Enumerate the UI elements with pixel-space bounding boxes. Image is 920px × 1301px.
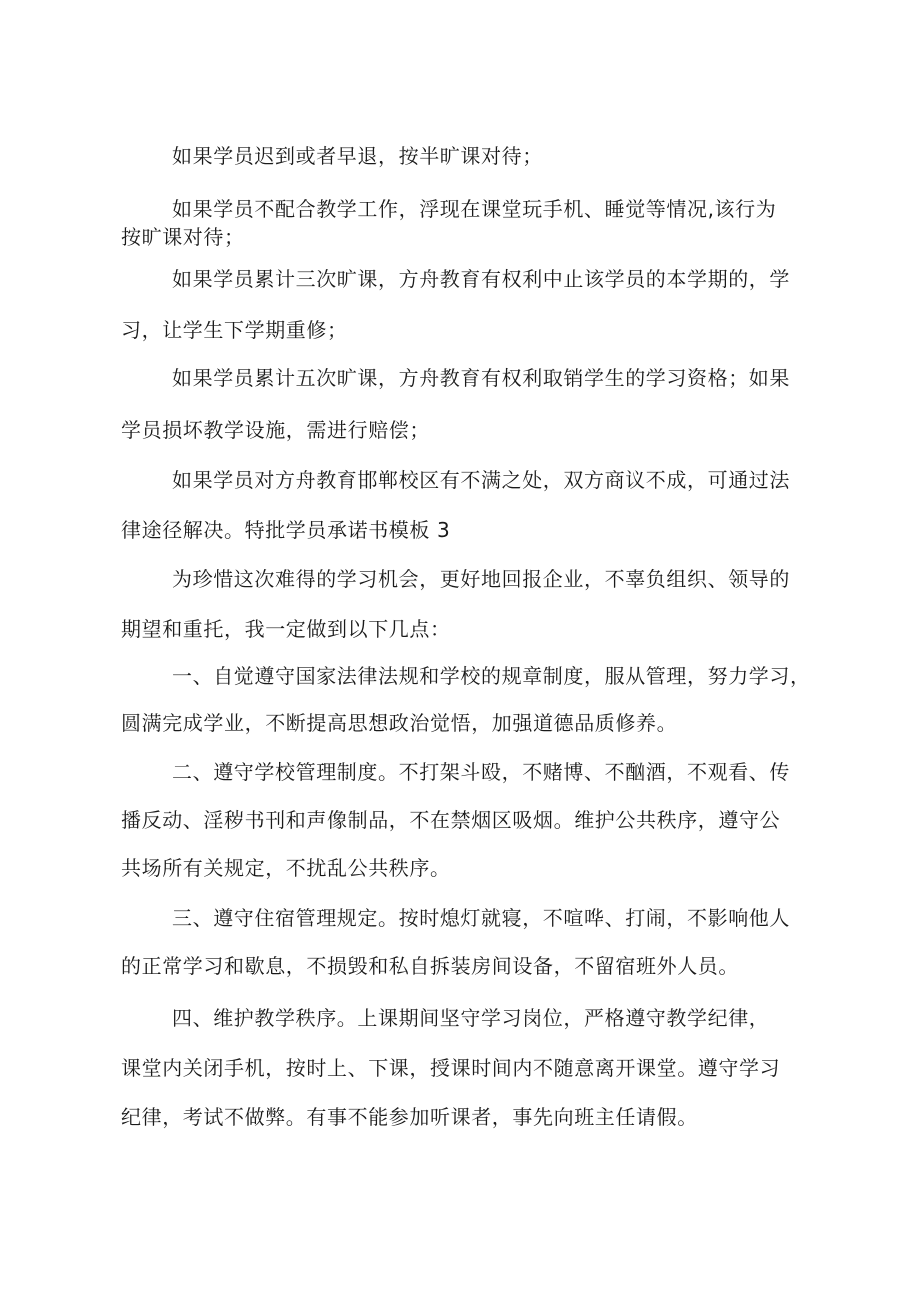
text-line: 期望和重托，我一定做到以下几点： <box>121 617 451 641</box>
text-line: 如果学员对方舟教育邯郸校区有不满之处，双方商议不成，可通过法 <box>172 468 790 492</box>
text-line: 课堂内关闭手机，按时上、下课，授课时间内不随意离开课堂。遵守学习 <box>121 1056 781 1080</box>
text-line: 为珍惜这次难得的学习机会，更好地回报企业，不辜负组织、领导的 <box>172 567 790 591</box>
text-line: 如果学员不配合教学工作，浮现在课堂玩手机、睡觉等情况,该行为 <box>172 197 777 221</box>
text-line: 纪律，考试不做弊。有事不能参加听课者，事先向班主任请假。 <box>121 1105 698 1129</box>
text-line: 习，让学生下学期重修； <box>121 318 348 342</box>
text-line: 二、遵守学校管理制度。不打架斗殴，不赌博、不酗酒，不观看、传 <box>172 760 790 784</box>
text-line: 四、维护教学秩序。上课期间坚守学习岗位，严格遵守教学纪律， <box>172 1006 770 1030</box>
text-line: 如果学员累计三次旷课，方舟教育有权利中止该学员的本学期的，学 <box>172 267 790 291</box>
text-line: 一、自觉遵守国家法律法规和学校的规章制度，服从管理，努力学习， <box>172 664 811 688</box>
text-line: 共场所有关规定，不扰乱公共秩序。 <box>121 856 451 880</box>
text-line: 的正常学习和歇息，不损毁和私自拆装房间设备，不留宿班外人员。 <box>121 954 739 978</box>
text-line: 按旷课对待； <box>121 225 245 249</box>
text-line: 学员损坏教学设施，需进行赔偿； <box>121 418 430 442</box>
text-line: 律途径解决。特批学员承诺书模板 3 <box>121 518 451 542</box>
text-line: 如果学员迟到或者早退，按半旷课对待； <box>172 144 543 168</box>
text-line: 圆满完成学业，不断提高思想政治觉悟，加强道德品质修养。 <box>121 711 678 735</box>
text-line: 如果学员累计五次旷课，方舟教育有权利取销学生的学习资格；如果 <box>172 366 790 390</box>
text-line: 播反动、淫秽书刊和声像制品，不在禁烟区吸烟。维护公共秩序，遵守公 <box>121 808 781 832</box>
text-line: 三、遵守住宿管理规定。按时熄灯就寝，不喧哗、打闹，不影响他人 <box>172 906 790 930</box>
